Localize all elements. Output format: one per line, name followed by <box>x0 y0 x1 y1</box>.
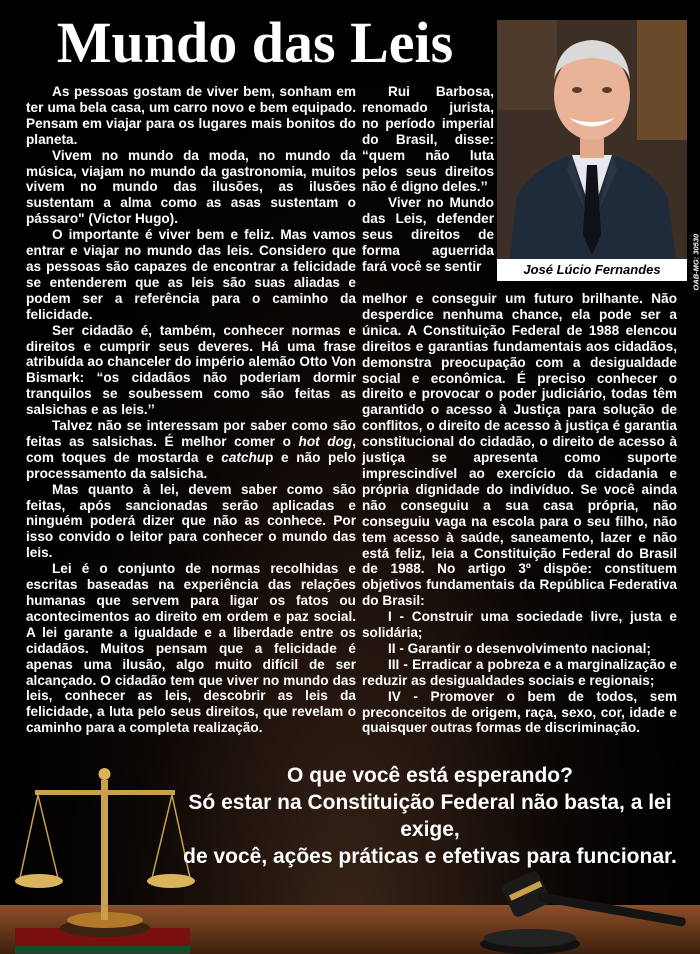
article-column-middle <box>362 84 494 275</box>
paragraph: Vivem no mundo da moda, no mundo da música, viajam no mundo da gastronomia, muitos vivem no mundo das ilusões, as ilusões sustentam a alma como as asas sustentam o pássaro" (Victor Hugo). <box>26 147 356 227</box>
text-run: Talvez não se interessam por saber como são feitas as salsichas. É melhor comer o <box>26 418 356 449</box>
page-title: Mundo das Leis <box>56 10 454 75</box>
closing-slogan <box>160 762 700 870</box>
portrait-illustration <box>497 20 687 280</box>
paragraph: Ser cidadão é, também, conhecer normas e direitos e cumprir seus deveres. Há uma frase atribuída ao chanceler do império alemão Otto Von Bismark: “os cidadãos não poderiam dormir tranquilos se soubessem como são feitas as salsichas e as leis.’’ <box>26 322 356 418</box>
paragraph: Rui Barbosa, renomado jurista, no período imperial do Brasil, disse: “quem não luta pelos seus direitos não é digno deles.’’ <box>362 84 494 195</box>
slogan-line: O que você está esperando? <box>287 764 573 787</box>
slogan-line: de você, ações práticas e efetivas para funcionar. <box>183 845 677 868</box>
paragraph: melhor e conseguir um futuro brilhante. Não desperdice nenhuma chance, ela pode ser a única. A Constituição Federal de 1988 elencou direitos e garantias fundamentais aos cidadãos, demonstra preocupação com a desigualdade social e econômica. É preciso conhecer o direito e provocar o poder judiciário, todas têm garantido o acesso à Justiça para solução de conflitos, o direito de acesso à justiça é garantia constitucional do cidadão, o direito de acesso à justiça se apresenta como suporte imprescindível ao exercício da cidadania e própria dignidade do indivíduo. Se você ainda não conseguiu a sua casa própria, não conseguiu vaga na escola para o seu filho, não tem acesso à saúde, saneamento, lazer e não está feliz, leia a Constituição Federal do Brasil de 1988. No artigo 3º dispõe: constituem objetivos fundamentais da República Federativa do Brasil: <box>362 291 677 609</box>
oab-registration-text: OAB-MG: 30530 <box>691 233 700 291</box>
author-photo <box>497 20 687 280</box>
gavel-icon <box>468 858 700 954</box>
oab-registration <box>688 232 700 292</box>
photo-caption: José Lúcio Fernandes <box>497 259 687 281</box>
list-item: III - Erradicar a pobreza e a marginalização e reduzir as desigualdades sociais e regionais; <box>362 656 677 688</box>
paragraph: Mas quanto à lei, devem saber como são feitas, após sancionadas serão aplicadas e ninguém poderá dizer que não as conhece. Por isso convido o leitor para conhecer o mundo das leis. <box>26 481 356 561</box>
article-column-right <box>362 291 677 736</box>
article-column-left <box>26 84 356 736</box>
list-item: I - Construir uma sociedade livre, justa e solidária; <box>362 609 677 641</box>
paragraph: O importante é viver bem e feliz. Mas vamos entrar e viajar no mundo das leis. Considero que as pessoas são capazes de encontrar a felicidade se entenderem que as leis são suas aliadas e podem ser a referência para o caminho da felicidade. <box>26 227 356 322</box>
list-item: II - Garantir o desenvolvimento nacional; <box>388 640 651 656</box>
paragraph <box>26 418 356 482</box>
paragraph: As pessoas gostam de viver bem, sonham em ter uma bela casa, um carro novo e bem equipado. Pensam em viajar para os lugares mais bonitos do planeta. <box>26 84 356 147</box>
slogan-line: Só estar na Constituição Federal não basta, a lei exige, <box>188 791 672 841</box>
text-run: , com toques de mostarda e <box>26 433 357 465</box>
italic-text: catchu <box>221 449 266 465</box>
paragraph: Viver no Mundo das Leis, defender seus direitos de forma aguerrida fará você se sentir <box>362 195 494 274</box>
text-run: p e não pelo processamento da salsicha. <box>26 449 356 481</box>
paragraph: Lei é o conjunto de normas recolhidas e escritas baseadas na experiência das relações humanas que servem para ligar os fatos ou acontecimentos ao direito em ordem e paz social. A lei garante a igualdade e a liberdade entre os cidadãos. Muitos pensam que a felicidade é apenas uma ilusão, algo muito difícil de ser alcançado. O cidadão tem que viver no mundo das leis, conhecer as leis, descobrir as leis da felicidade, a luta pelo seus direitos, que revelam o caminho para a completa realização. <box>26 561 356 736</box>
italic-text: hot dog <box>298 433 353 449</box>
list-item: IV - Promover o bem de todos, sem preconceitos de origem, raça, sexo, cor, idade e quaisquer outras formas de discriminação. <box>362 688 677 736</box>
